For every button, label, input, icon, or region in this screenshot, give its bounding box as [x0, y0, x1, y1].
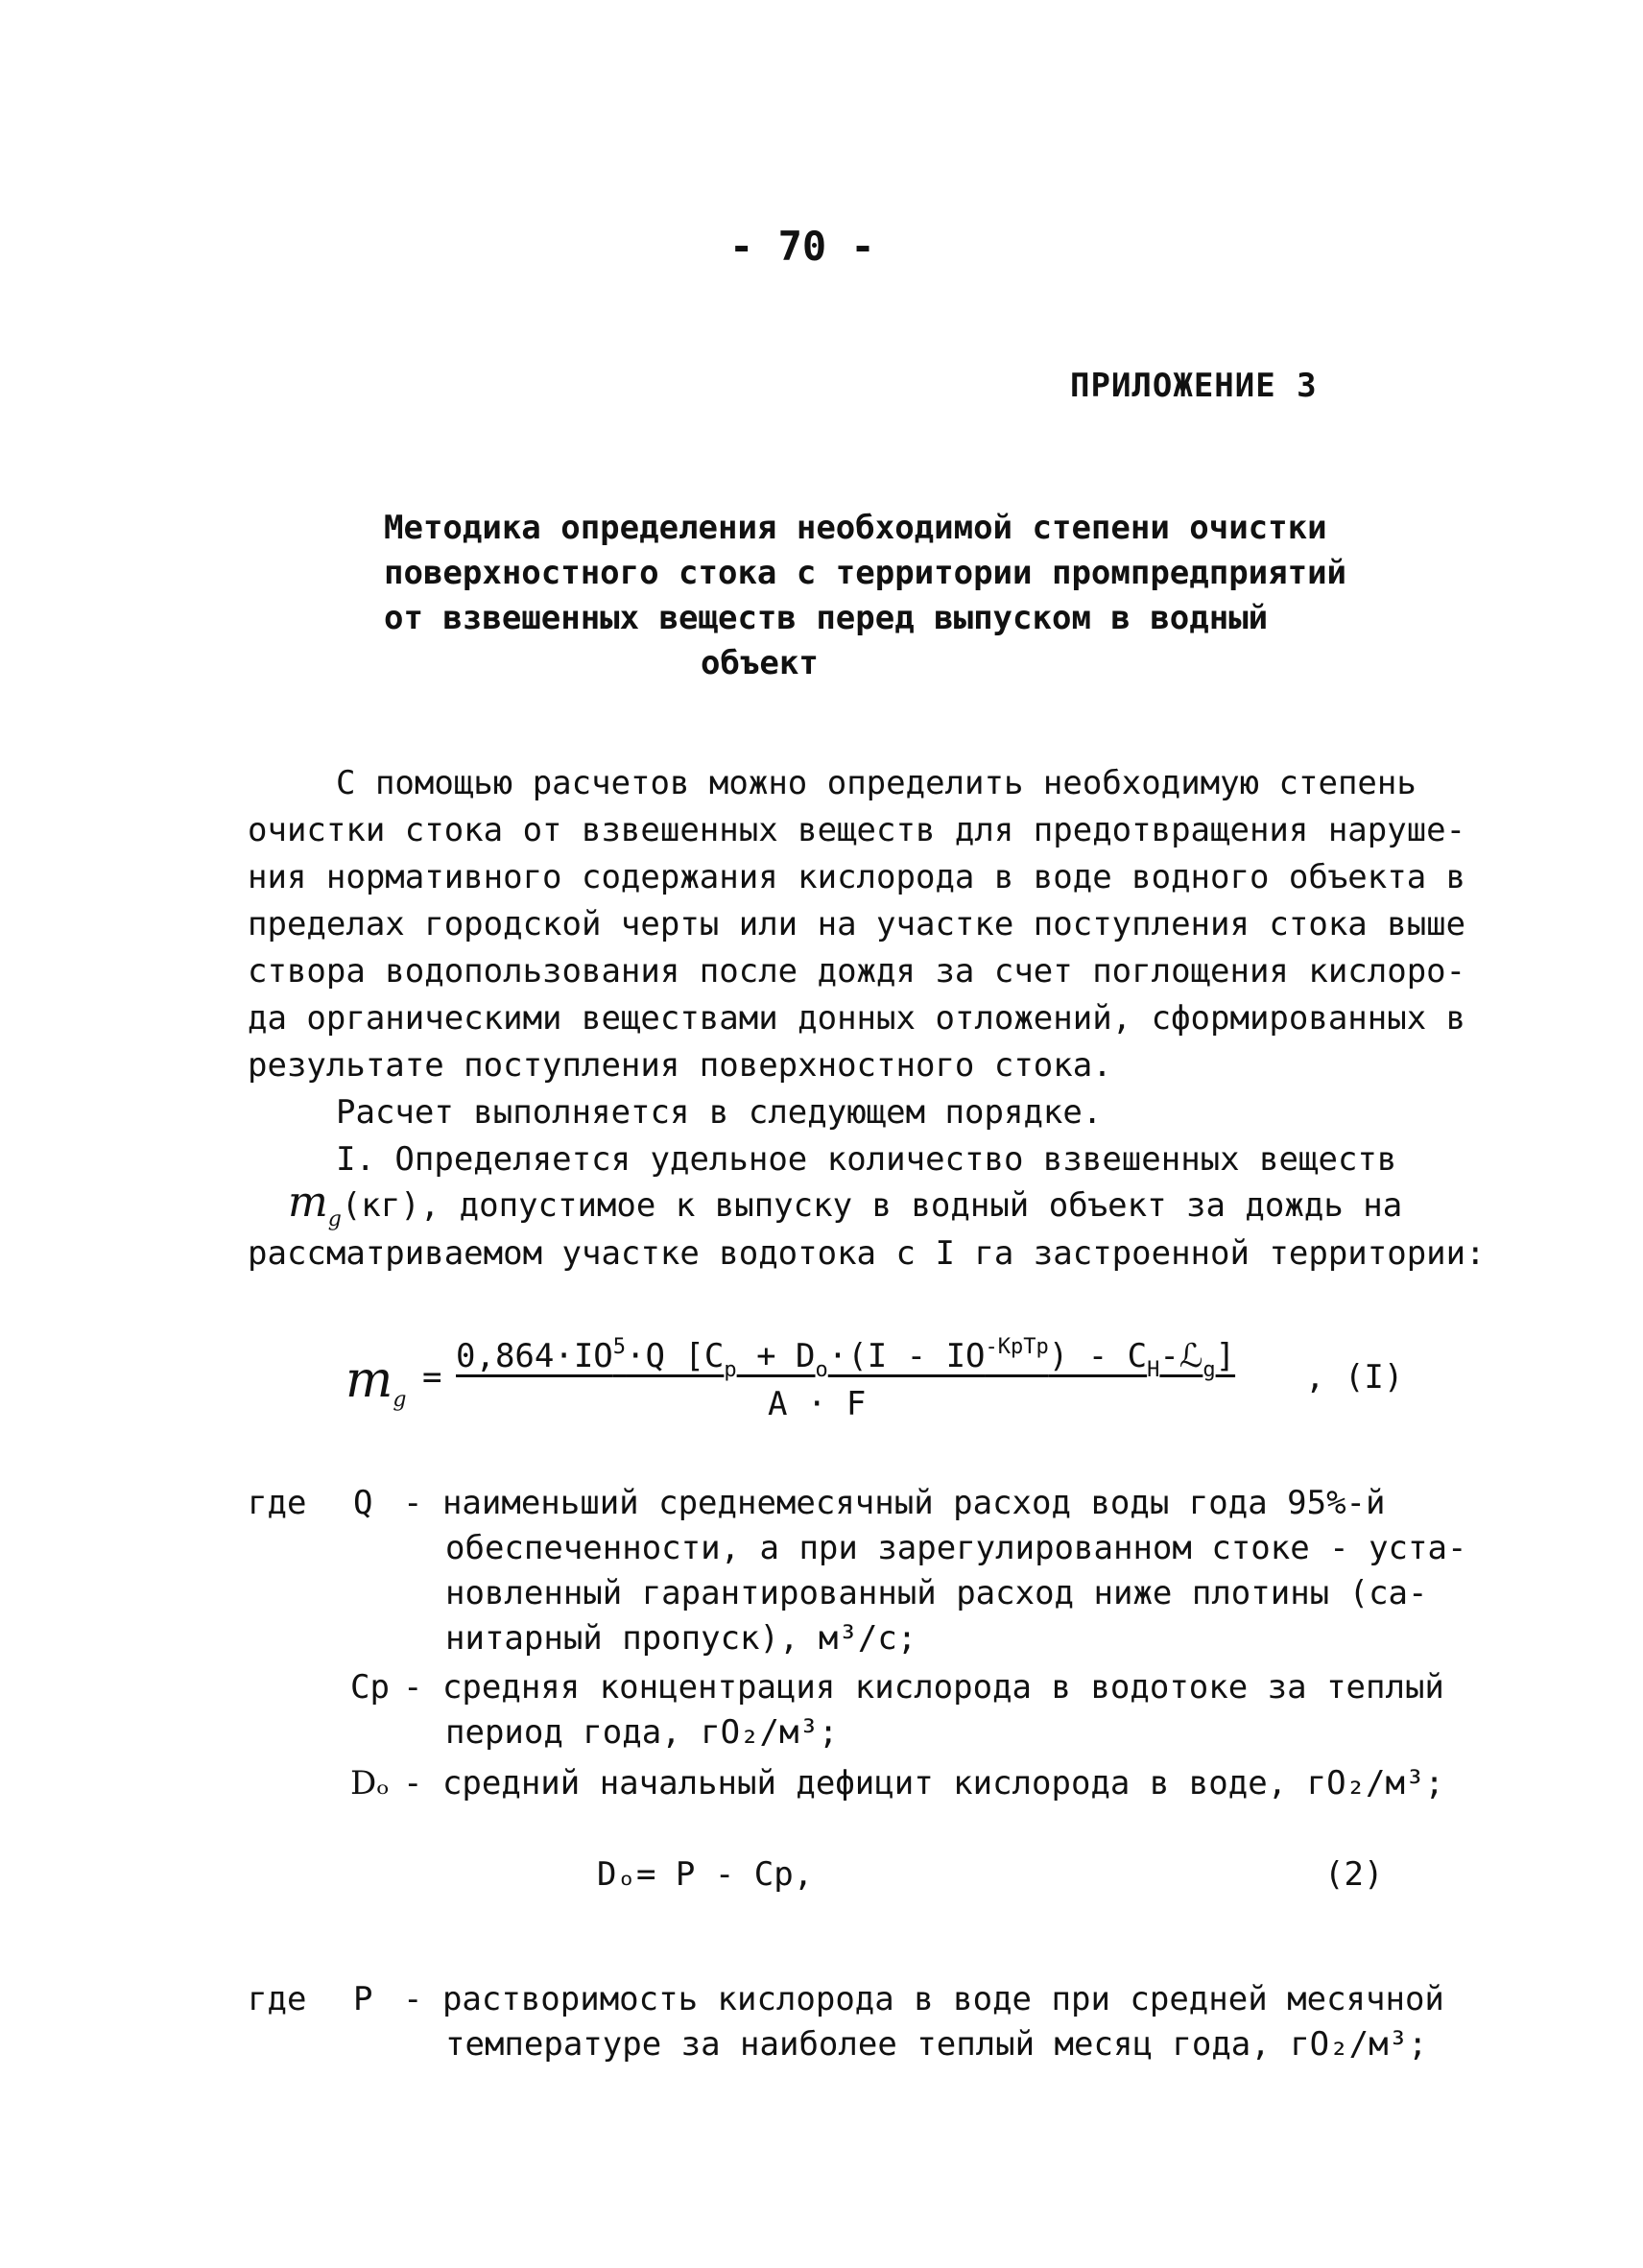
- title-line-2: поверхностного стока с территории промпредприятий: [384, 554, 1347, 592]
- title-line-4: объект: [701, 644, 819, 682]
- intro-line-2: очистки стока от взвешенных веществ для предотвращения наруше-: [248, 811, 1466, 849]
- def-cp-line-1: - средняя концентрация кислорода в водотоке за теплый: [403, 1668, 1444, 1707]
- def-q-line-4: нитарный пропуск), м³/с;: [445, 1619, 917, 1658]
- formula-1-number: , (I): [1305, 1358, 1404, 1397]
- page-number: - 70 -: [729, 223, 875, 270]
- intro-line-5: створа водопользования после дождя за счет поглощения кислоро-: [248, 952, 1466, 991]
- def-symbol-d0: Dₒ: [350, 1764, 390, 1802]
- intro-line-1: С помощью расчетов можно определить необходимую степень: [336, 764, 1417, 802]
- formula-2-number: (2): [1324, 1855, 1384, 1894]
- intro-line-3: ния нормативного содержания кислорода в воде водного объекта в: [248, 858, 1466, 896]
- def-q-line-1: - наименьший среднемесячный расход воды года 95%-й: [403, 1484, 1386, 1522]
- intro-line-6: да органическими веществами донных отложений, сформированных в: [248, 999, 1466, 1038]
- def-cp-line-2: период года, гО₂/м³;: [445, 1713, 839, 1752]
- intro-line-9: I. Определяется удельное количество взвешенных веществ: [336, 1140, 1397, 1179]
- step1-line-2: $m_g(кг)$, допустимое к выпуску в водный объект за дождь на: [288, 1178, 1403, 1231]
- intro-line-7: результате поступления поверхностного стока.: [248, 1046, 1112, 1085]
- title-line-3: от взвешенных веществ перед выпуском в водный: [384, 599, 1269, 637]
- def-p-line-1: - растворимость кислорода в воде при средней месячной: [403, 1980, 1444, 2018]
- def-q-line-2: обеспеченности, а при зарегулированном стоке - уста-: [445, 1529, 1467, 1567]
- formula-1-denominator: A · F: [768, 1385, 867, 1423]
- step1-line-3: рассматриваемом участке водотока с I га застроенной территории:: [248, 1234, 1486, 1273]
- mg-symbol: $m_g$: [288, 1178, 342, 1231]
- def-q-line-3: новленный гарантированный расход ниже плотины (са-: [445, 1574, 1428, 1612]
- where-label-1: где: [248, 1484, 307, 1522]
- formula-1-lhs: $m_g$: [345, 1351, 407, 1412]
- def-symbol-p: P: [353, 1980, 373, 2018]
- intro-line-8: Расчет выполняется в следующем порядке.: [336, 1093, 1103, 1132]
- where-label-2: где: [248, 1980, 307, 2018]
- intro-line-4: пределах городской черты или на участке поступления стока выше: [248, 905, 1466, 943]
- def-symbol-cp: Cp: [350, 1668, 390, 1707]
- formula-1-numerator: $0,864\cdot IO^5\cdot Q$ [$C_p + D_o\cdot(I - IO^{-KpTp})$ - $C_H-ℒ_g$]: [456, 1335, 1236, 1382]
- formula-2: Dₒ= P - Cp,: [597, 1855, 814, 1894]
- def-d0-line-1: - средний начальный дефицит кислорода в воде, гО₂/м³;: [403, 1764, 1444, 1802]
- def-p-line-2: температуре за наиболее теплый месяц года, гО₂/м³;: [445, 2025, 1428, 2064]
- def-symbol-q: Q: [353, 1484, 373, 1522]
- title-line-1: Методика определения необходимой степени очистки: [384, 509, 1327, 547]
- appendix-heading: ПРИЛОЖЕНИЕ 3: [1070, 367, 1318, 405]
